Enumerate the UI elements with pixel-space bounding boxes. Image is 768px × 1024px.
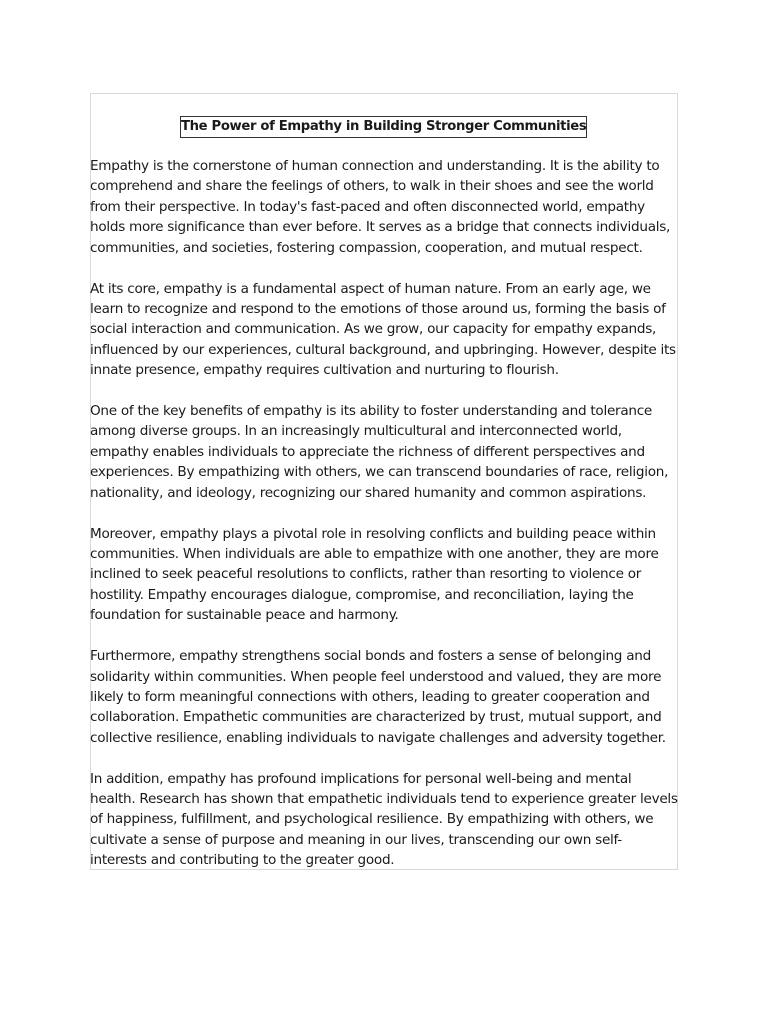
paragraph-4: Moreover, empathy plays a pivotal role in resolving conflicts and building peace within communities. When individuals are able to empathize with one another, they are more inclined to seek peaceful resolutions to conflicts, rather than resorting to violence or hostility. Empathy encourages dialogue, compromise, and reconciliation, laying the foundation for sustainable peace and harmony. [90, 525, 659, 624]
document-title: The Power of Empathy in Building Stronger Communities [180, 116, 587, 138]
paragraph-1: Empathy is the cornerstone of human connection and understanding. It is the ability to comprehend and share the feelings of others, to walk in their shoes and see the world from their perspective. In today's fast-paced and often disconnected world, empathy holds more significance than ever before. It serves as a bridge that connects individuals, communities, and societies, fostering compassion, cooperation, and mutual respect. [90, 158, 671, 256]
paragraph-2: At its core, empathy is a fundamental aspect of human nature. From an early age, we learn to recognize and respond to the emotions of those around us, forming the basis of social interaction and communication. As we grow, our capacity for empathy expands, influenced by our experiences, cultural background, and upbringing. However, despite its innate presence, empathy requires cultivation and nurturing to flourish. [90, 280, 676, 379]
paragraph-5: Furthermore, empathy strengthens social bonds and fosters a sense of belonging and solidarity within communities. When people feel understood and valued, they are more likely to form meaningful connections with others, leading to greater cooperation and collaboration. Empathetic communities are characterized by trust, mutual support, and collective resilience, enabling individuals to navigate challenges and adversity together. [90, 648, 666, 746]
paragraph-6: In addition, empathy has profound implications for personal well-being and mental health. Research has shown that empathetic individuals tend to experience greater levels of happiness, fulfillment, and psychological resilience. By empathizing with others, we cultivate a sense of purpose and meaning in our lives, transcending our own self-interests and contributing to the greater good. [90, 770, 678, 869]
document-body [90, 156, 678, 871]
paragraph-3: One of the key benefits of empathy is its ability to foster understanding and tolerance among diverse groups. In an increasingly multicultural and interconnected world, empathy enables individuals to appreciate the richness of different perspectives and experiences. By empathizing with others, we can transcend boundaries of race, religion, nationality, and ideology, recognizing our shared humanity and common aspirations. [90, 403, 669, 501]
